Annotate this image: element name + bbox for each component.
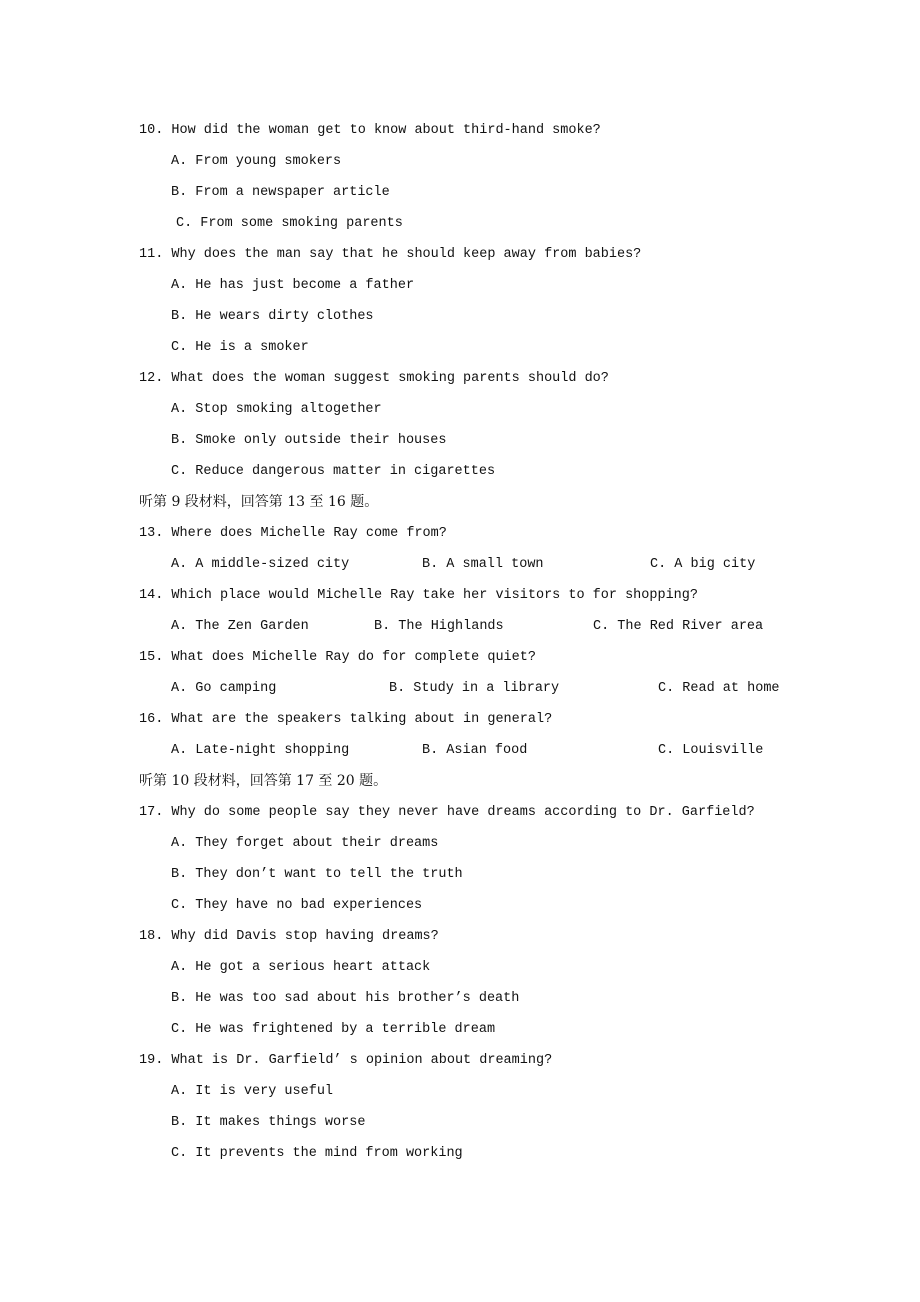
option: C. Reduce dangerous matter in cigarettes: [171, 464, 496, 479]
option: A. He has just become a father: [171, 278, 415, 293]
option: B. Smoke only outside their houses: [171, 433, 447, 448]
option: C. A big city: [650, 557, 756, 572]
option: B. Asian food: [422, 743, 528, 758]
question-16: 16. What are the speakers talking about in general?: [139, 712, 553, 727]
options-row: [0, 673, 920, 704]
option: B. It makes things worse: [171, 1115, 366, 1130]
option: A. Go camping: [171, 681, 277, 696]
question-19: 19. What is Dr. Garfield’ s opinion about dreaming?: [139, 1053, 553, 1068]
question-15: 15. What does Michelle Ray do for complete quiet?: [139, 650, 536, 665]
question-11: 11. Why does the man say that he should keep away from babies?: [139, 247, 642, 262]
options-row: [0, 611, 920, 642]
question-17: 17. Why do some people say they never have dreams according to Dr. Garfield?: [139, 805, 755, 820]
option: C. From some smoking parents: [176, 216, 403, 231]
question-10: 10. How did the woman get to know about third-hand smoke?: [139, 123, 601, 138]
question-18: 18. Why did Davis stop having dreams?: [139, 929, 439, 944]
option: C. He is a smoker: [171, 340, 309, 355]
option: A. Late-night shopping: [171, 743, 350, 758]
option: B. He was too sad about his brother’s death: [171, 991, 520, 1006]
option: C. It prevents the mind from working: [171, 1146, 463, 1161]
section-heading-9: 听第 9 段材料，回答第 13 至 16 题。: [139, 494, 379, 510]
option: B. Study in a library: [389, 681, 560, 696]
options-row: [0, 735, 920, 766]
question-13: 13. Where does Michelle Ray come from?: [139, 526, 447, 541]
option: A. It is very useful: [171, 1084, 334, 1099]
option: A. The Zen Garden: [171, 619, 309, 634]
option: B. He wears dirty clothes: [171, 309, 374, 324]
option: B. A small town: [422, 557, 544, 572]
option: C. Louisville: [658, 743, 764, 758]
exam-page: [0, 115, 920, 1169]
section-heading-10: 听第 10 段材料，回答第 17 至 20 题。: [139, 773, 388, 789]
option: A. A middle-sized city: [171, 557, 350, 572]
option: C. The Red River area: [593, 619, 764, 634]
options-row: [0, 549, 920, 580]
question-14: 14. Which place would Michelle Ray take her visitors to for shopping?: [139, 588, 698, 603]
option: C. He was frightened by a terrible dream: [171, 1022, 496, 1037]
option: A. He got a serious heart attack: [171, 960, 431, 975]
option: B. The Highlands: [374, 619, 504, 634]
option: A. Stop smoking altogether: [171, 402, 382, 417]
option: B. From a newspaper article: [171, 185, 390, 200]
option: A. They forget about their dreams: [171, 836, 439, 851]
option: A. From young smokers: [171, 154, 342, 169]
option: C. Read at home: [658, 681, 780, 696]
option: B. They don’t want to tell the truth: [171, 867, 463, 882]
option: C. They have no bad experiences: [171, 898, 423, 913]
question-12: 12. What does the woman suggest smoking parents should do?: [139, 371, 609, 386]
